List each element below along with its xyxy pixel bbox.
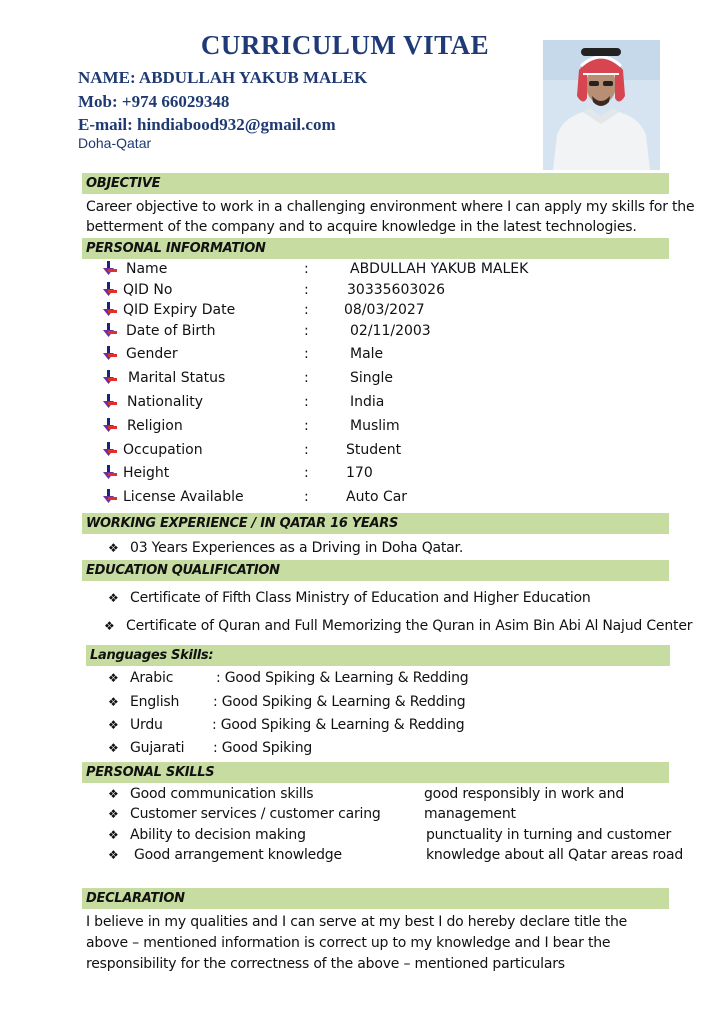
personal-info-colon: : (304, 489, 309, 505)
four-diamond-bullet-icon: ❖ (108, 828, 119, 842)
four-diamond-bullet-icon: ❖ (108, 787, 119, 801)
section-languages: Languages Skills: (86, 645, 670, 666)
skill-item: ❖ Good communication skills (108, 786, 314, 802)
skill-text-right: punctuality in turning and customer (426, 827, 672, 843)
personal-info-value: Male (350, 346, 384, 362)
personal-info-label: License Available (123, 489, 244, 505)
personal-info-value: 02/11/2003 (350, 323, 431, 339)
arrow-bullet-icon (100, 260, 118, 278)
personal-info-label: Religion (127, 418, 183, 434)
skill-text-right: good responsibly in work and (424, 786, 625, 802)
arrow-bullet-icon (100, 488, 118, 506)
arrow-bullet-icon (100, 441, 118, 459)
skill-item: ❖ Customer services / customer caring (108, 806, 381, 822)
four-diamond-bullet-icon: ❖ (108, 541, 119, 555)
four-diamond-bullet-icon: ❖ (108, 718, 119, 732)
arrow-bullet-icon (100, 464, 118, 482)
mobile-line: Mob: +974 66029348 (78, 92, 230, 111)
four-diamond-bullet-icon: ❖ (108, 695, 119, 709)
location: Doha-Qatar (78, 135, 152, 151)
arrow-bullet-icon (100, 301, 118, 319)
section-personal-skills: PERSONAL SKILLS (82, 762, 669, 783)
section-education: EDUCATION QUALIFICATION (82, 560, 669, 581)
personal-info-value: 30335603026 (347, 282, 445, 298)
personal-info-colon: : (304, 261, 309, 277)
declaration-text: I believe in my qualities and I can serve at my best I do hereby declare title the above – mentioned information is correct up to my knowledge and I bear the responsibility for the correctness of the above – mentioned particulars (86, 914, 628, 972)
personal-info-value: Student (346, 442, 402, 458)
four-diamond-bullet-icon: ❖ (108, 741, 119, 755)
four-diamond-bullet-icon: ❖ (104, 619, 115, 633)
personal-info-label: Date of Birth (126, 323, 216, 339)
personal-info-colon: : (304, 323, 309, 339)
objective-text: Career objective to work in a challenging environment where I can apply my skills for the betterment of the company and to acquire knowledge in the latest technologies. (86, 199, 695, 235)
email-line: E-mail: hindiabood932@gmail.com (78, 115, 336, 134)
profile-photo (543, 40, 660, 170)
name-line: NAME: ABDULLAH YAKUB MALEK (78, 68, 368, 87)
personal-info-value: Auto Car (346, 489, 408, 505)
language-item: ❖ Gujarati : Good Spiking (108, 740, 313, 756)
personal-info-label: Nationality (127, 394, 204, 410)
section-objective: OBJECTIVE (82, 173, 669, 194)
skill-text-right: management (424, 806, 516, 822)
arrow-bullet-icon (100, 417, 118, 435)
cv-title: CURRICULUM VITAE (200, 30, 490, 60)
personal-info-colon: : (304, 302, 309, 318)
language-item: ❖ English : Good Spiking & Learning & Redding (108, 694, 466, 710)
personal-info-label: Name (126, 261, 168, 277)
personal-info-value: Muslim (350, 418, 400, 434)
personal-info-label: Gender (126, 346, 178, 362)
personal-info-colon: : (304, 465, 309, 481)
personal-info-label: QID No (123, 282, 173, 298)
section-declaration: DECLARATION (82, 888, 669, 909)
section-personal-information: PERSONAL INFORMATION (82, 238, 669, 259)
personal-info-colon: : (304, 394, 309, 410)
arrow-bullet-icon (100, 393, 118, 411)
arrow-bullet-icon (100, 281, 118, 299)
personal-info-value: India (350, 394, 385, 410)
education-item: ❖ Certificate of Quran and Full Memorizing the Quran in Asim Bin Abi Al Najud Center (104, 618, 693, 634)
four-diamond-bullet-icon: ❖ (108, 591, 119, 605)
section-working-experience: WORKING EXPERIENCE / IN QATAR 16 YEARS (82, 513, 669, 534)
skill-item: ❖ Ability to decision making (108, 827, 306, 843)
personal-info-colon: : (304, 282, 309, 298)
education-item: ❖ Certificate of Fifth Class Ministry of Education and Higher Education (108, 590, 591, 606)
personal-info-colon: : (304, 442, 309, 458)
personal-info-colon: : (304, 370, 309, 386)
arrow-bullet-icon (100, 322, 118, 340)
language-item: ❖ Arabic : Good Spiking & Learning & Redding (108, 670, 469, 686)
four-diamond-bullet-icon: ❖ (108, 671, 119, 685)
experience-item: ❖ 03 Years Experiences as a Driving in Doha Qatar. (108, 540, 464, 556)
skill-item: ❖ Good arrangement knowledge (108, 847, 342, 863)
arrow-bullet-icon (100, 345, 118, 363)
four-diamond-bullet-icon: ❖ (108, 848, 119, 862)
personal-info-label: Marital Status (128, 370, 226, 386)
four-diamond-bullet-icon: ❖ (108, 807, 119, 821)
skill-text-right: knowledge about all Qatar areas road (426, 847, 684, 863)
personal-info-value: 170 (346, 465, 373, 481)
personal-info-label: QID Expiry Date (123, 302, 236, 318)
personal-info-colon: : (304, 346, 309, 362)
arrow-bullet-icon (100, 369, 118, 387)
personal-info-value: 08/03/2027 (344, 302, 425, 318)
personal-info-colon: : (304, 418, 309, 434)
personal-info-label: Occupation (123, 442, 203, 458)
personal-info-value: ABDULLAH YAKUB MALEK (350, 261, 529, 277)
personal-info-label: Height (123, 465, 170, 481)
language-item: ❖ Urdu : Good Spiking & Learning & Redding (108, 717, 465, 733)
personal-info-value: Single (350, 370, 394, 386)
